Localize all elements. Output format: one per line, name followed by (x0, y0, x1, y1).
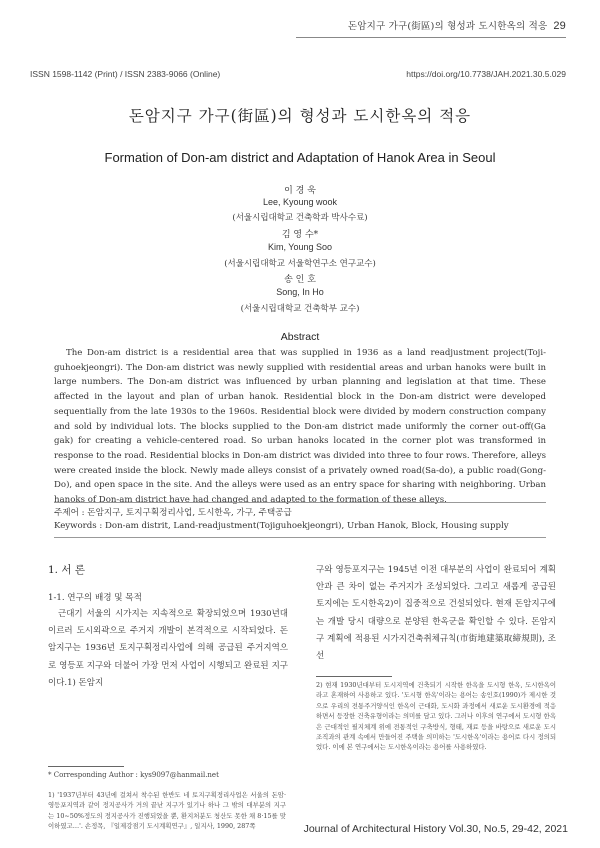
journal-footer: Journal of Architectural History Vol.30, No.5, 29-42, 2021 (303, 823, 568, 835)
right-column (316, 562, 556, 665)
author-3-name-ko: 송 인 호 (284, 275, 316, 285)
header-divider (296, 37, 566, 38)
author-1-affiliation: (서울시립대학교 건축학과 박사수료) (232, 213, 368, 223)
title-korean: 돈암지구 가구(街區)의 형성과 도시한옥의 적응 (128, 107, 472, 125)
doi-link[interactable]: https://doi.org/10.7738/JAH.2021.30.5.029 (406, 69, 566, 79)
left-column (48, 562, 288, 692)
footnote-divider-right (316, 676, 392, 677)
footnote-divider-left (48, 766, 124, 767)
body-paragraph-right: 구와 영등포지구는 1945년 이전 대부분의 사업이 완료되어 계획안과 큰 차이 없는 주거지가 조성되었다. 그리고 새롭게 공급된 토지에는 도시한옥2)이 집중적으로 건설되었다. 현재 돈암지구에는 개발 당시 대량으로 분양된 한옥군을 확인할 수 있다. 돈암지구 계획에 적용된 시가지건축취체규칙(市街地建築取締規則), 조선 (316, 565, 556, 662)
keywords-bottom-divider (54, 537, 546, 538)
author-2-name-en: Kim, Young Soo (267, 242, 333, 252)
keywords-english: Keywords : Don-am distrit, Land-readjustment(Tojiguhoekjeongri), Urban Hanok, Block, Housing supply (54, 521, 509, 531)
author-2-name-ko: 김 영 수* (281, 230, 319, 240)
page-number: 29 (553, 20, 566, 32)
running-header (348, 18, 566, 32)
section-title: 1. 서 론 (48, 564, 85, 576)
corresponding-author-note: * Corresponding Author : kys9097@hanmail.net (48, 771, 219, 779)
author-3-name-en: Song, In Ho (276, 287, 324, 297)
keywords-korean: 주제어 : 돈암지구, 토지구획정리사업, 도시한옥, 가구, 주택공급 (54, 508, 292, 518)
running-title: 돈암지구 가구(街區)의 형성과 도시한옥의 적응 (347, 21, 548, 32)
body-paragraph-left: 근대기 서울의 시가지는 지속적으로 확장되었으며 1930년대 이르러 도시외곽으로 주거지 개발이 본격적으로 시작되었다. 돈암지구는 1936년 토지구획정리사업에 의해 공급된 주거지역으로 영등포 지구와 더불어 가장 먼저 사업이 시행되고 완료된 지구이다.1) 돈암지 (48, 609, 288, 688)
footnote-2: 2) 현재 1930년대부터 도시지역에 건축되기 시작한 한옥을 도시형 한옥, 도시한옥이라고 혼재하여 사용하고 있다. '도시형 한옥'이라는 용어는 송인호(1990)가 제시한 것으로 우리의 전통주거양식인 한옥이 근대화, 도시화 과정에서 새로운 도시환경에 적응하면서 등장한 건축유형이라는 의미를 담고 있다. 그러나 이후의 연구에서 도시형 한옥은 근대적인 필지체계 위에 전통적인 구축방식, 형태, 재료 등을 바탕으로 새로운 도시조직과의 관계 속에서 만들어진 주택을 의미하는 '도시한옥'이라는 용어로 다시 정의되었다. 이에 본 연구에서는 도시한옥이라는 용어를 사용하였다. (316, 681, 556, 752)
author-2-affiliation: (서울시립대학교 서울학연구소 연구교수) (224, 259, 376, 269)
footnote-1: 1) '1937년부터 43년에 걸쳐서 착수된 한반도 네 토지구획정리사업은 서울의 돈암·영등포지역과 같이 정지공사가 거의 끝난 지구가 있기나 하나 그 밖의 대부분의 지구는 10~50%정도의 정지공사가 진행되었을 뿐, 환지처분도 청산도 못한 채 8·15를 맞이하였고…'. 손정목, 『일제강점기 도시계획연구』, 일지사, 1990, 287쪽 (48, 791, 286, 831)
author-1-name-ko: 이 경 욱 (284, 186, 316, 196)
abstract-body: The Don-am district is a residential area that was supplied in 1936 as a land readjustment project(Toji-guhoekjeongri). The Don-am district was newly supplied with residential areas and urban hanoks were built in large numbers. The Don-am district was influenced by urban planning and legislation at that time. These affected in the layout and plan of urban hanok. Residential block in the Don-am district were developed sequentially from the late 1930s to the 1960s. Residential block were divided by modern construction company and sold by individual lots. The blocks supplied to the Don-am district made uniformly the corner out-off(Ga gak) for creating a vehicle-centered road. So urban hanoks located in the corner plot was transformed in response to the road. Residential blocks in Don-am district was divided into three to four rows. Therefore, alleys were created inside the block. Newly made alleys consist of a privately owned road(Sa-do), a public road(Gong-Do), and open space in the site. And the alleys were used as an entry space for sharing with neighboring. Urban hanoks of Don-am district have had changed and adapted to the formation of these alleys. (54, 348, 546, 506)
author-1-name-en: Lee, Kyoung wook (262, 197, 338, 207)
title-english: Formation of Don-am district and Adaptation of Hanok Area in Seoul (104, 150, 496, 165)
subsection-title: 1-1. 연구의 배경 및 목적 (48, 593, 142, 603)
abstract-heading: Abstract (280, 331, 320, 343)
keywords-top-divider (54, 502, 546, 503)
author-3-affiliation: (서울시립대학교 건축학부 교수) (240, 304, 360, 314)
issn-line: ISSN 1598-1142 (Print) / ISSN 2383-9066 (Online) (30, 69, 221, 79)
